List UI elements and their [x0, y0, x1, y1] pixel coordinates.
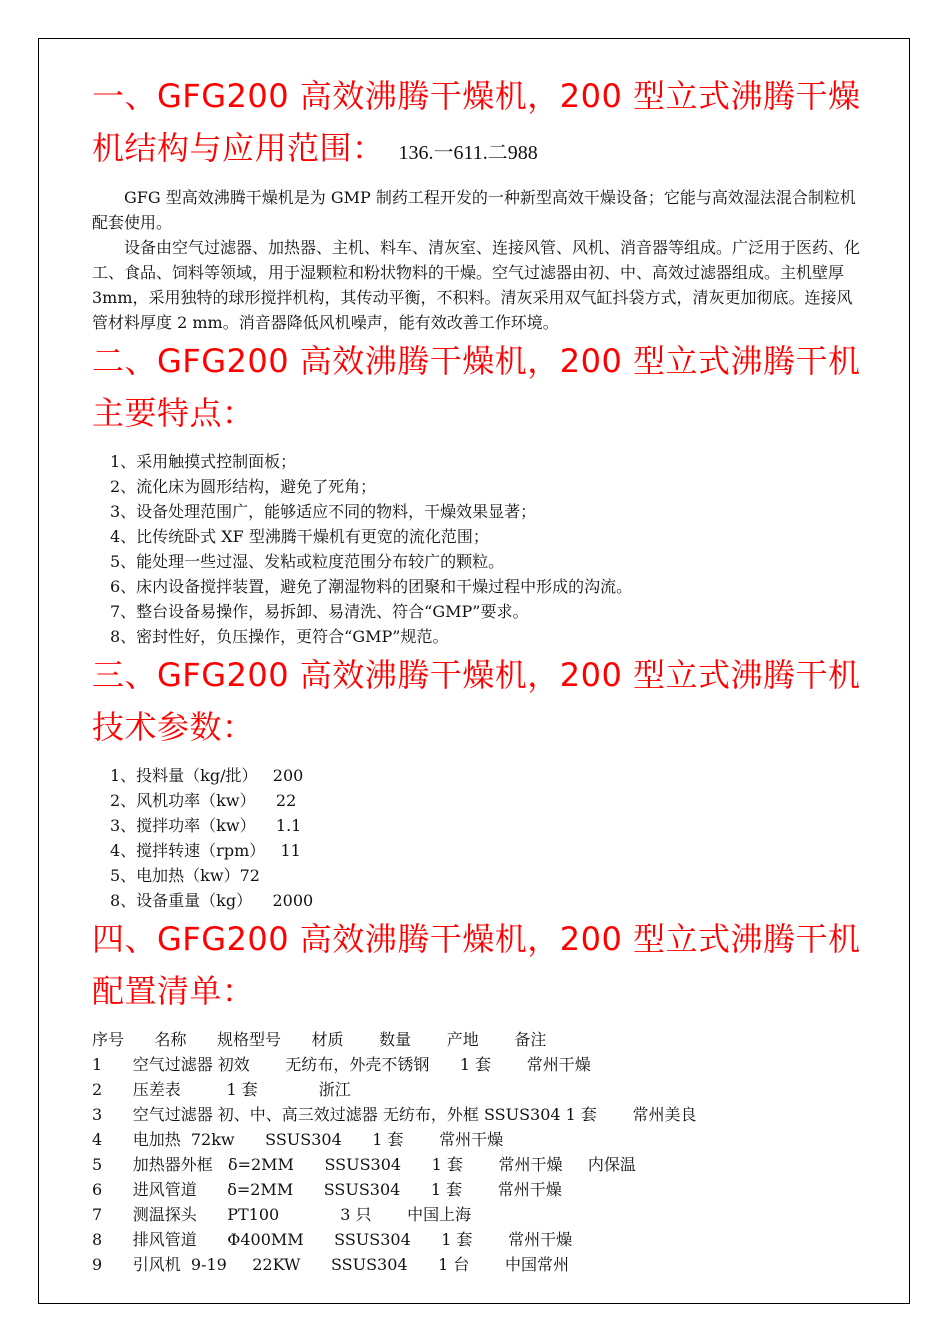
list-item: 8、密封性好，负压操作，更符合“GMP”规范。 [110, 627, 449, 646]
section-1-paragraph-2: 设备由空气过滤器、加热器、主机、料车、清灰室、连接风管、风机、消音器等组成。广泛用于医药、化工、食品、饲料等领域，用于湿颗粒和粉状物料的干燥。空气过滤器由初、中、高效过滤器组成。主机壁厚 3mm，采用独特的球形搅拌机构，其传动平衡，不积料。清灰采用双气缸抖袋方式，清灰更加彻底。连接风管材料厚度 2 mm。消音器降低风机噪声，能有效改善工作环境。 [92, 238, 861, 332]
section-4-heading-line2: 配置清单： [92, 972, 255, 1010]
section-2-heading [92, 335, 862, 439]
section-4-heading-line1: 四、GFG200 高效沸腾干燥机，200 型立式沸腾干机 [92, 920, 861, 958]
section-1-heading-line1: 一、GFG200 高效沸腾干燥机，200 型立式沸腾干燥 [92, 77, 861, 115]
features-list [92, 449, 862, 649]
section-1-heading [92, 70, 862, 179]
list-item: 7、整台设备易操作，易拆卸、易清洗、符合“GMP”要求。 [110, 602, 529, 621]
list-item: 2、风机功率（kw） 22 [110, 791, 297, 810]
list-item: 1、采用触摸式控制面板； [110, 452, 297, 471]
list-item: 8、设备重量（kg） 2000 [110, 891, 314, 910]
list-item: 3、设备处理范围广，能够适应不同的物料，干燥效果显著； [110, 502, 537, 521]
table-row: 1 空气过滤器 初效 无纺布，外壳不锈钢 1 套 常州干燥 [92, 1055, 591, 1074]
list-item: 3、搅拌功率（kw） 1.1 [110, 816, 302, 835]
table-row: 3 空气过滤器 初、中、高三效过滤器 无纺布，外框 SSUS304 1 套 常州美良 [92, 1105, 697, 1124]
section-3-heading [92, 649, 862, 753]
config-table-header: 序号 名称 规格型号 材质 数量 产地 备注 [92, 1030, 547, 1049]
list-item: 5、电加热（kw）72 [110, 866, 260, 885]
table-row: 2 压差表 1 套 浙江 [92, 1080, 351, 1099]
list-item: 1、投料量（kg/批） 200 [110, 766, 304, 785]
table-row: 9 引风机 9-19 22KW SSUS304 1 台 中国常州 [92, 1255, 569, 1274]
list-item: 5、能处理一些过湿、发粘或粒度范围分布较广的颗粒。 [110, 552, 505, 571]
table-row: 4 电加热 72kw SSUS304 1 套 常州干燥 [92, 1130, 504, 1149]
table-row: 6 进风管道 δ=2MM SSUS304 1 套 常州干燥 [92, 1180, 562, 1199]
section-1-paragraph-1: GFG 型高效沸腾干燥机是为 GMP 制药工程开发的一种新型高效干燥设备；它能与高效湿法混合制粒机配套使用。 [92, 188, 856, 232]
section-2-heading-line1: 二、GFG200 高效沸腾干燥机，200 型立式沸腾干机 [92, 342, 861, 380]
section-3-heading-line1: 三、GFG200 高效沸腾干燥机，200 型立式沸腾干机 [92, 656, 861, 694]
phone-number: 136.一611.二988 [398, 142, 538, 164]
list-item: 4、搅拌转速（rpm） 11 [110, 841, 301, 860]
tech-params-list [92, 763, 862, 913]
table-row: 5 加热器外框 δ=2MM SSUS304 1 套 常州干燥 内保温 [92, 1155, 636, 1174]
list-item: 2、流化床为圆形结构，避免了死角； [110, 477, 377, 496]
table-row: 8 排风管道 Φ400MM SSUS304 1 套 常州干燥 [92, 1230, 573, 1249]
document-body [92, 70, 862, 1277]
section-3-heading-line2: 技术参数： [92, 708, 255, 746]
list-item: 4、比传统卧式 XF 型沸腾干燥机有更宽的流化范围； [110, 527, 489, 546]
section-4-heading [92, 913, 862, 1017]
section-1-heading-line2: 机结构与应用范围： [92, 129, 385, 167]
section-2-heading-line2: 主要特点： [92, 394, 255, 432]
list-item: 6、床内设备搅拌装置，避免了潮湿物料的团聚和干燥过程中形成的沟流。 [110, 577, 633, 596]
table-row: 7 测温探头 PT100 3 只 中国上海 [92, 1205, 472, 1224]
